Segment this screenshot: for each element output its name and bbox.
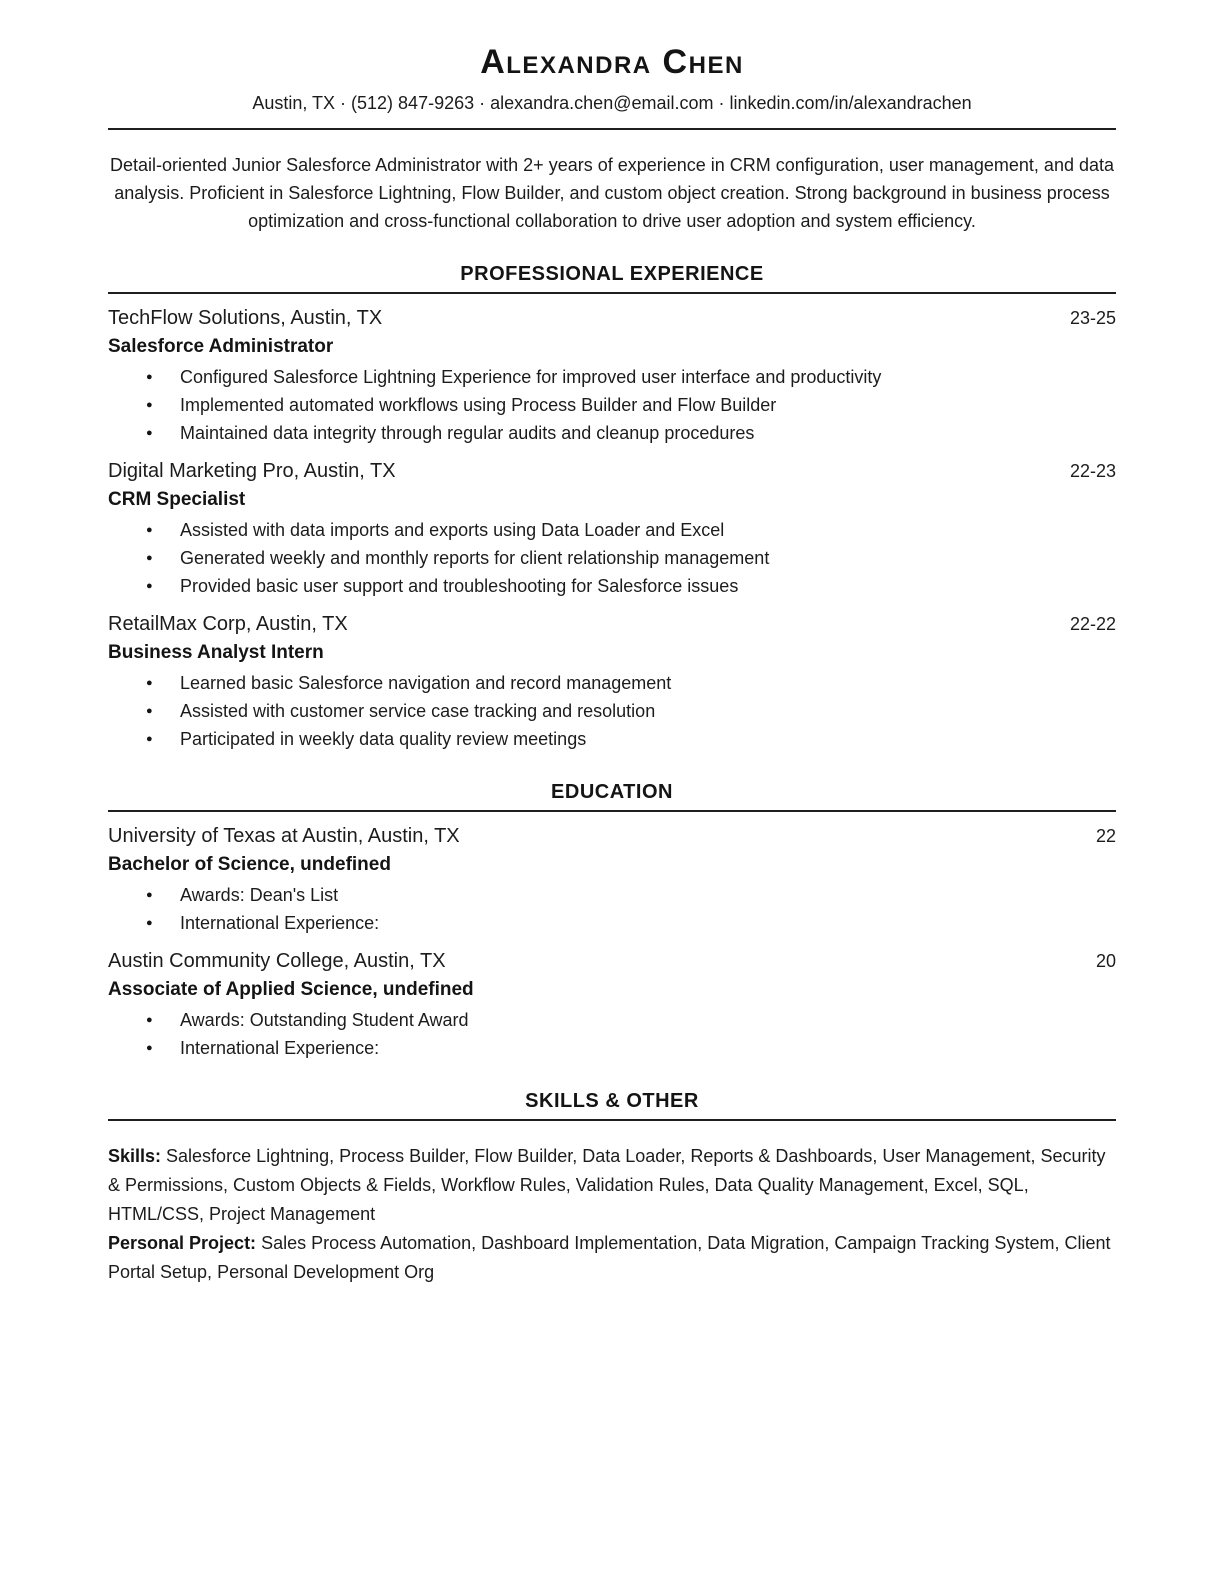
bullet-item: ● Implemented automated workflows using Process Builder and Flow Builder bbox=[108, 391, 1116, 419]
entry-dates: 22-23 bbox=[1069, 461, 1116, 481]
entry-header bbox=[108, 821, 1116, 851]
experience-entry bbox=[108, 609, 1116, 753]
bullet-item: ● Awards: Dean's List bbox=[108, 881, 1116, 909]
school-name: Austin Community College, Austin, TX bbox=[108, 950, 446, 972]
bullet-item: ● Generated weekly and monthly reports for client relationship management bbox=[108, 544, 1116, 572]
company-name: RetailMax Corp, Austin, TX bbox=[108, 613, 348, 635]
degree-title: Bachelor of Science, undefined bbox=[108, 854, 391, 875]
entry-header bbox=[108, 456, 1116, 486]
bullet-item: ● International Experience: bbox=[108, 909, 1116, 937]
skills-text: Salesforce Lightning, Process Builder, Flow Builder, Data Loader, Reports & Dashboards, User Management, Security & Permissions, Custom Objects & Fields, Workflow Rules, Validation Rules, Data Quality Management, Excel, SQL, HTML/CSS, Project Management bbox=[108, 1146, 1106, 1224]
bullet-list bbox=[108, 1006, 1116, 1062]
entry-dates: 20 bbox=[1095, 951, 1116, 971]
entry-header bbox=[108, 946, 1116, 976]
summary-paragraph: Detail-oriented Junior Salesforce Administrator with 2+ years of experience in CRM configuration, user management, and data analysis. Proficient in Salesforce Lightning, Flow Builder, and custom object creation. Strong background in business process optimization and cross-functional collaboration to drive user adoption and system efficiency. bbox=[109, 155, 1115, 231]
bullet-item: ● Provided basic user support and troubleshooting for Salesforce issues bbox=[108, 572, 1116, 600]
bullet-item: ● Assisted with data imports and exports using Data Loader and Excel bbox=[108, 516, 1116, 544]
bullet-item: ● Maintained data integrity through regular audits and cleanup procedures bbox=[108, 419, 1116, 447]
bullet-item: ● International Experience: bbox=[108, 1034, 1116, 1062]
entry-dates: 22-22 bbox=[1069, 614, 1116, 634]
job-title: Business Analyst Intern bbox=[108, 642, 324, 663]
bullet-item: ● Assisted with customer service case tracking and resolution bbox=[108, 697, 1116, 725]
personal-project-label: Personal Project: bbox=[108, 1233, 257, 1253]
bullet-list bbox=[108, 516, 1116, 600]
entry-dates: 23-25 bbox=[1069, 308, 1116, 328]
job-title: Salesforce Administrator bbox=[108, 336, 334, 357]
bullet-item: ● Participated in weekly data quality review meetings bbox=[108, 725, 1116, 753]
company-name: Digital Marketing Pro, Austin, TX bbox=[108, 460, 396, 482]
bullet-item: ● Learned basic Salesforce navigation and record management bbox=[108, 669, 1116, 697]
job-title: CRM Specialist bbox=[108, 489, 246, 510]
skills-paragraph bbox=[108, 1142, 1116, 1229]
skills-label: Skills: bbox=[108, 1146, 162, 1166]
bullet-list bbox=[108, 363, 1116, 447]
section-title-education: EDUCATION bbox=[108, 780, 1116, 812]
entry-dates: 22 bbox=[1095, 826, 1116, 846]
header-divider bbox=[108, 128, 1116, 130]
experience-entry bbox=[108, 303, 1116, 447]
section-title-skills: SKILLS & OTHER bbox=[108, 1089, 1116, 1121]
bullet-item: ● Configured Salesforce Lightning Experience for improved user interface and productivity bbox=[108, 363, 1116, 391]
education-entry bbox=[108, 821, 1116, 937]
personal-project-text: Sales Process Automation, Dashboard Implementation, Data Migration, Campaign Tracking System, Client Portal Setup, Personal Development Org bbox=[108, 1233, 1111, 1282]
bullet-item: ● Awards: Outstanding Student Award bbox=[108, 1006, 1116, 1034]
skills-block bbox=[108, 1142, 1116, 1287]
entry-header bbox=[108, 609, 1116, 639]
education-entry bbox=[108, 946, 1116, 1062]
personal-project-paragraph bbox=[108, 1229, 1116, 1287]
experience-entry bbox=[108, 456, 1116, 600]
degree-title: Associate of Applied Science, undefined bbox=[108, 979, 474, 1000]
section-title-experience: PROFESSIONAL EXPERIENCE bbox=[108, 262, 1116, 294]
bullet-list bbox=[108, 669, 1116, 753]
school-name: University of Texas at Austin, Austin, TX bbox=[108, 825, 460, 847]
company-name: TechFlow Solutions, Austin, TX bbox=[108, 307, 383, 329]
contact-line: Austin, TX · (512) 847-9263 · alexandra.chen@email.com · linkedin.com/in/alexandrachen bbox=[252, 93, 972, 113]
resume-name: Alexandra Chen bbox=[480, 43, 744, 81]
bullet-list bbox=[108, 881, 1116, 937]
entry-header bbox=[108, 303, 1116, 333]
